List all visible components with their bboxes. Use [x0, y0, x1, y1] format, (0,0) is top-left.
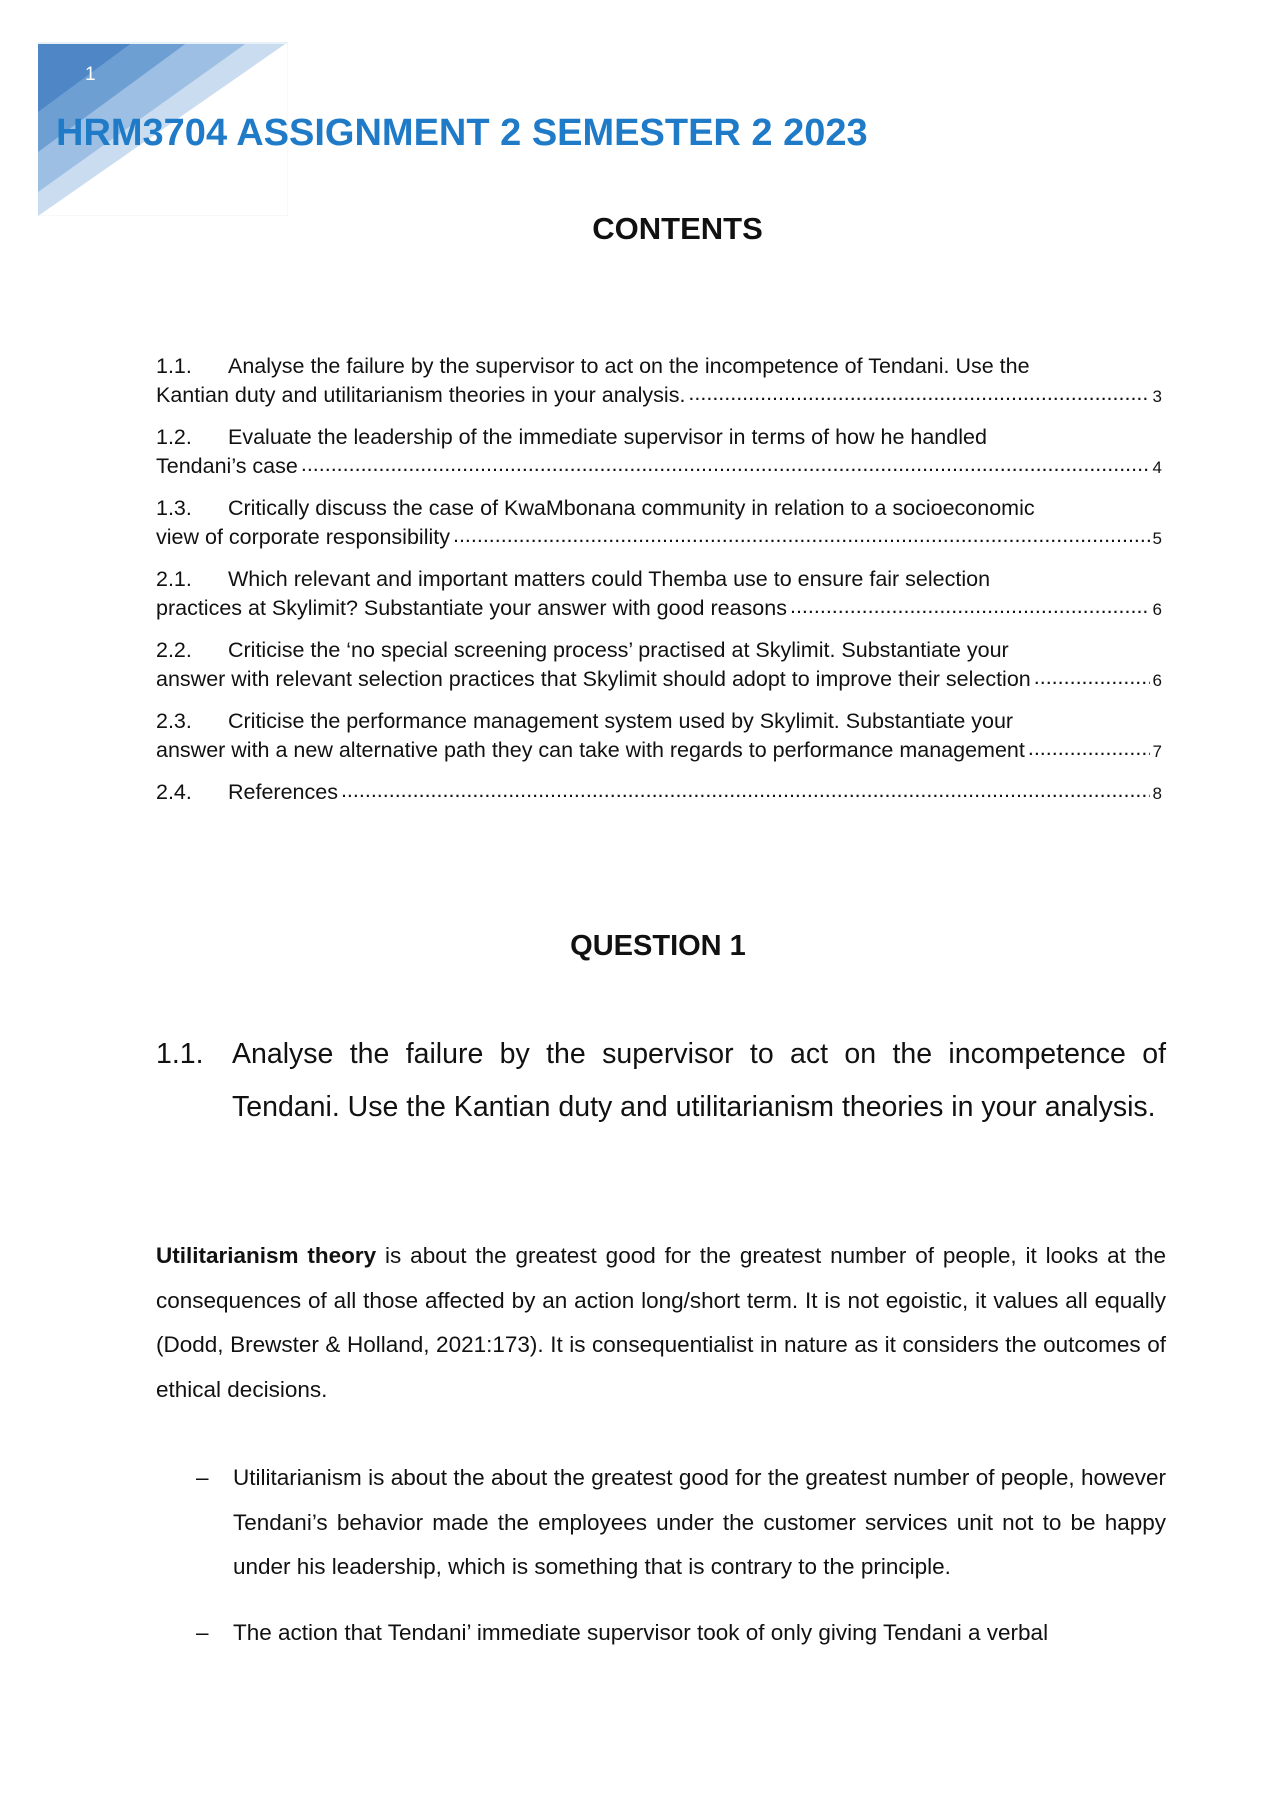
toc-number: 1.3. — [156, 496, 192, 520]
document-title: HRM3704 ASSIGNMENT 2 SEMESTER 2 2023 — [56, 112, 868, 154]
question-text: Analyse the failure by the supervisor to act on the incompetence of Tendani. Use the Kantian duty and utilitarianism theories in your analysis. — [232, 1038, 1166, 1123]
toc-leader-dots — [341, 779, 1150, 799]
contents-heading: CONTENTS — [592, 211, 763, 246]
toc-leader-dots — [301, 453, 1150, 473]
question-heading: QUESTION 1 — [570, 930, 746, 962]
toc-title-line2: Tendani’s case — [156, 454, 298, 478]
question-number: 1.1. — [156, 1038, 204, 1070]
toc-entry-2-3[interactable] — [156, 707, 1162, 766]
toc-title-line1: References — [228, 780, 338, 804]
toc-title-line1: Criticise the ‘no special screening process’ practised at Skylimit. Substantiate your — [228, 638, 1009, 662]
question-1-1 — [156, 1028, 1166, 1134]
toc-title-line1: Evaluate the leadership of the immediate supervisor in terms of how he handled — [228, 425, 987, 449]
toc-title-line1: Analyse the failure by the supervisor to act on the incompetence of Tendani. Use the — [228, 354, 1030, 378]
table-of-contents — [156, 352, 1162, 820]
bullet-text: The action that Tendani’ immediate supervisor took of only giving Tendani a verbal — [233, 1619, 1049, 1645]
toc-title-line2: answer with relevant selection practices that Skylimit should adopt to improve their selection — [156, 667, 1031, 691]
toc-title-line2: answer with a new alternative path they can take with regards to performance management — [156, 738, 1025, 762]
dash-bullet-icon: – — [196, 1619, 209, 1645]
toc-title-line2: Kantian duty and utilitarianism theories in your analysis. — [156, 383, 686, 407]
toc-number: 2.2. — [156, 638, 192, 662]
bullet-list — [156, 1456, 1166, 1676]
toc-leader-dots — [790, 595, 1150, 615]
toc-title-line1: Critically discuss the case of KwaMbonana community in relation to a socioeconomic — [228, 496, 1035, 520]
toc-number: 1.1. — [156, 354, 192, 378]
toc-page-number: 6 — [1152, 600, 1162, 619]
toc-page-number: 7 — [1152, 742, 1162, 761]
list-item — [156, 1611, 1166, 1656]
toc-leader-dots — [688, 382, 1149, 402]
toc-leader-dots — [1034, 666, 1150, 686]
toc-entry-2-1[interactable] — [156, 565, 1162, 624]
toc-page-number: 3 — [1152, 387, 1162, 406]
toc-title-line1: Which relevant and important matters could Themba use to ensure fair selection — [228, 567, 991, 591]
toc-number: 2.3. — [156, 709, 192, 733]
toc-number: 2.1. — [156, 567, 192, 591]
toc-number: 2.4. — [156, 780, 192, 804]
toc-page-number: 4 — [1152, 458, 1162, 477]
toc-entry-2-4[interactable] — [156, 778, 1162, 808]
bullet-text: Utilitarianism is about the about the greatest good for the greatest number of people, however Tendani’s behavior made the employees under the customer services unit not to be happy under his leadership, which is something that is contrary to the principle. — [233, 1465, 1166, 1579]
toc-leader-dots — [1028, 737, 1150, 757]
toc-entry-1-1[interactable] — [156, 352, 1162, 411]
paragraph-text: is about the greatest good for the greatest number of people, it looks at the consequences of all those affected by an action long/short term. It is not egoistic, it values all equally (Dodd, Brewster & Holland, 2021:173). It is consequentialist in nature as it considers the outcomes of ethical decisions. — [156, 1243, 1166, 1402]
toc-title-line2: practices at Skylimit? Substantiate your answer with good reasons — [156, 596, 787, 620]
toc-entry-2-2[interactable] — [156, 636, 1162, 695]
page-number: 1 — [85, 64, 96, 85]
toc-page-number: 6 — [1152, 671, 1162, 690]
toc-page-number: 5 — [1152, 529, 1162, 548]
paragraph-bold-term: Utilitarianism theory — [156, 1243, 377, 1268]
dash-bullet-icon: – — [196, 1465, 209, 1490]
toc-title-line1: Criticise the performance management system used by Skylimit. Substantiate your — [228, 709, 1014, 733]
toc-leader-dots — [453, 524, 1150, 544]
toc-number: 1.2. — [156, 425, 192, 449]
list-item — [156, 1456, 1166, 1590]
toc-entry-1-2[interactable] — [156, 423, 1162, 482]
toc-page-number: 8 — [1152, 784, 1162, 803]
toc-entry-1-3[interactable] — [156, 494, 1162, 553]
utilitarianism-paragraph — [156, 1234, 1166, 1412]
toc-title-line2: view of corporate responsibility — [156, 525, 450, 549]
